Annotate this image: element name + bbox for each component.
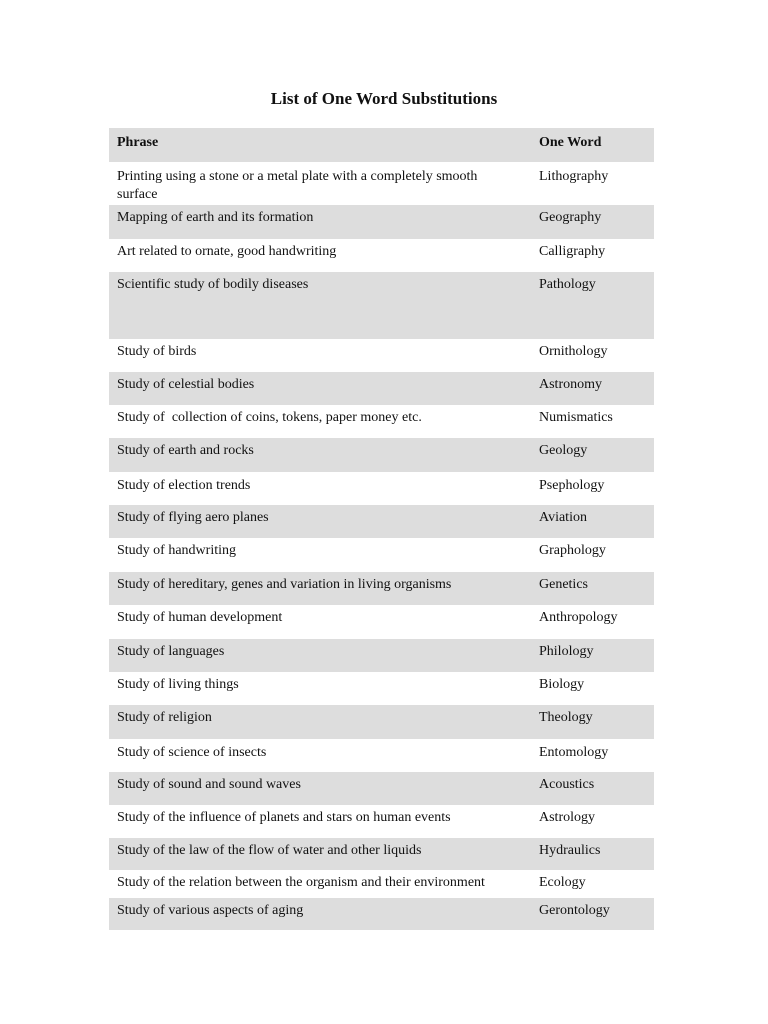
table-row (109, 898, 654, 930)
row-word: Ornithology (539, 344, 608, 359)
row-phrase: Study of flying aero planes (117, 510, 269, 525)
table-row (109, 339, 654, 372)
row-word: Graphology (539, 543, 606, 558)
table-row (109, 838, 654, 870)
row-phrase: Study of religion (117, 710, 212, 725)
row-word: Hydraulics (539, 843, 601, 858)
row-word: Astrology (539, 810, 595, 825)
row-word: Astronomy (539, 377, 602, 392)
row-phrase: Scientific study of bodily diseases (117, 277, 309, 292)
table-row (109, 870, 654, 898)
row-word: Pathology (539, 277, 596, 292)
table-row (109, 772, 654, 805)
row-phrase: Study of collection of coins, tokens, paper money etc. (117, 410, 422, 425)
page-title: List of One Word Substitutions (270, 89, 498, 108)
table-row (109, 639, 654, 672)
header-phrase: Phrase (117, 135, 159, 150)
row-word: Lithography (539, 169, 609, 184)
table-row (109, 205, 654, 239)
row-word: Ecology (539, 875, 586, 890)
row-phrase: Study of various aspects of aging (117, 903, 304, 918)
table-row (109, 605, 654, 639)
row-word: Psephology (539, 478, 605, 493)
row-word: Biology (539, 677, 585, 692)
row-word: Theology (539, 710, 593, 725)
table-header-row (109, 128, 654, 162)
table-row (109, 672, 654, 705)
row-word: Geography (539, 210, 602, 225)
row-phrase: Study of living things (117, 677, 239, 692)
row-phrase: Study of election trends (117, 478, 251, 493)
row-phrase: Study of handwriting (117, 543, 236, 558)
table-row (109, 739, 654, 772)
row-phrase: Study of languages (117, 644, 225, 659)
table-row (109, 272, 654, 339)
row-word: Anthropology (539, 610, 618, 625)
table-row (109, 705, 654, 739)
row-word: Genetics (539, 577, 588, 592)
row-word: Numismatics (539, 410, 613, 425)
row-phrase: Study of the influence of planets and stars on human events (117, 810, 451, 825)
row-word: Philology (539, 644, 594, 659)
table-row (109, 438, 654, 472)
row-phrase: Study of science of insects (117, 745, 267, 760)
row-phrase: Study of hereditary, genes and variation in living organisms (117, 577, 452, 592)
row-word: Acoustics (539, 777, 595, 792)
table-row (109, 239, 654, 272)
table-row (109, 405, 654, 438)
row-phrase: Study of celestial bodies (117, 377, 255, 392)
row-word: Geology (539, 443, 588, 458)
row-phrase: Printing using a stone or a metal plate with a completely smooth surface (117, 169, 478, 202)
table-row (109, 805, 654, 838)
table-row (109, 162, 654, 205)
row-word: Entomology (539, 745, 609, 760)
table-row (109, 538, 654, 572)
table-row (109, 472, 654, 505)
table-row (109, 372, 654, 405)
row-phrase: Study of birds (117, 344, 197, 359)
substitutions-table (109, 128, 654, 930)
row-word: Aviation (539, 510, 587, 525)
row-phrase: Study of earth and rocks (117, 443, 254, 458)
row-phrase: Study of the relation between the organism and their environment (117, 875, 485, 890)
table-row (109, 505, 654, 538)
row-phrase: Study of human development (117, 610, 283, 625)
row-phrase: Art related to ornate, good handwriting (117, 244, 337, 259)
row-phrase: Study of sound and sound waves (117, 777, 301, 792)
header-one-word: One Word (539, 135, 602, 150)
row-phrase: Study of the law of the flow of water and other liquids (117, 843, 422, 858)
row-phrase: Mapping of earth and its formation (117, 210, 314, 225)
table-row (109, 572, 654, 605)
row-word: Calligraphy (539, 244, 606, 259)
row-word: Gerontology (539, 903, 610, 918)
